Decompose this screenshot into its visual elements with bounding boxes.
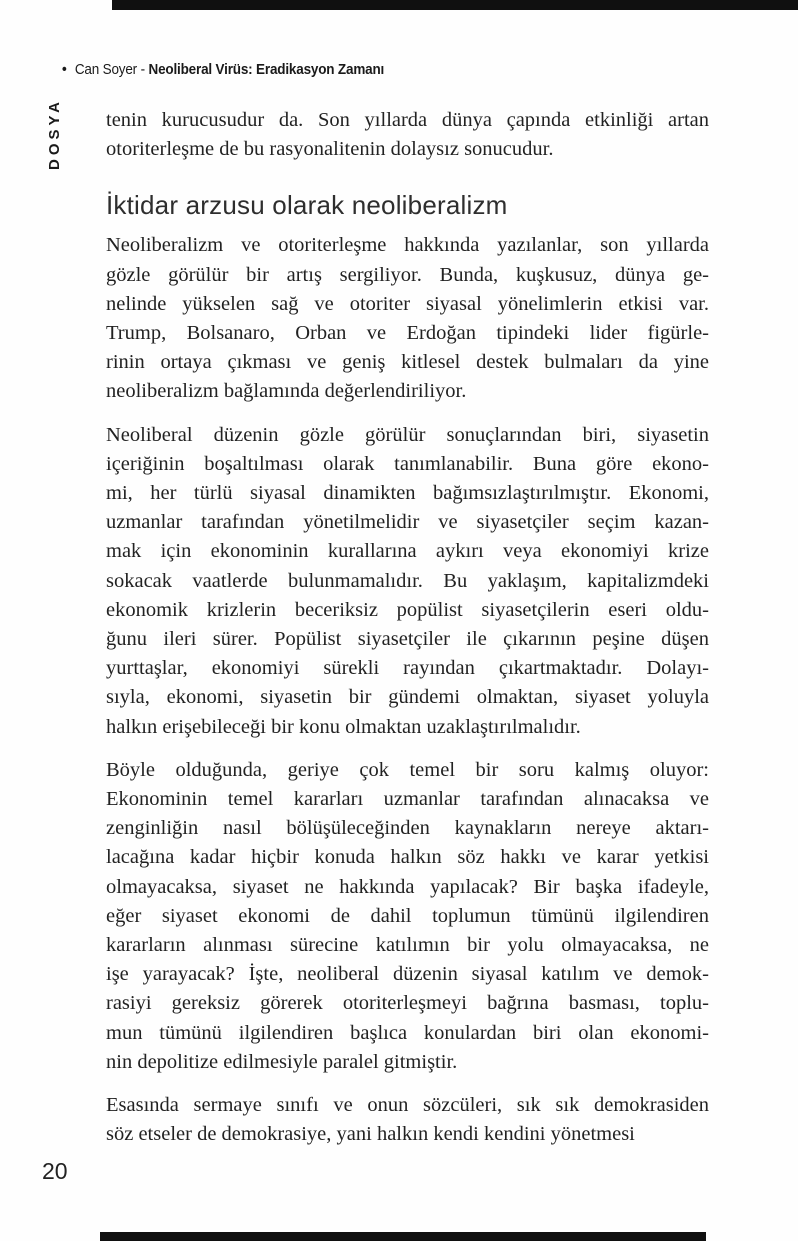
text-line: mak için ekonominin kurallarına aykırı veya ekonomiyi krize (106, 540, 709, 563)
text-line: sıyla, ekonomi, siyasetin bir gündemi olmaktan, siyaset yoluyla (106, 686, 709, 709)
text-line: lacağına kadar hiçbir konuda halkın söz hakkı ve karar yetkisi (106, 846, 709, 869)
text-line: neoliberalizm bağlamında değerlendiriliyor. (106, 380, 467, 403)
paragraph (106, 231, 709, 406)
paragraph (106, 421, 709, 742)
text-line: Trump, Bolsanaro, Orban ve Erdoğan tipindeki lider figürle- (106, 322, 709, 345)
text-line: halkın erişebileceği bir konu olmaktan uzaklaştırılmalıdır. (106, 715, 581, 738)
paragraph (106, 756, 709, 1077)
text-line: Neoliberal düzenin gözle görülür sonuçlarından biri, siyasetin (106, 423, 709, 446)
paragraph (106, 1091, 709, 1149)
text-line: eğer siyaset ekonomi de dahil toplumun tümünü ilgilendiren (106, 904, 709, 927)
text-line: kararların alınması sürecine katılımın bir yolu olmayacaksa, ne (106, 934, 709, 957)
text-line: ğunu ileri sürer. Popülist siyasetçiler ile çıkarının peşine düşen (106, 628, 709, 651)
text-line: Neoliberalizm ve otoriterleşme hakkında yazılanlar, son yıllarda (106, 234, 709, 257)
intro-paragraph (106, 106, 709, 164)
text-line: uzmanlar tarafından yönetilmelidir ve siyasetçiler seçim kazan- (106, 511, 709, 534)
text-line: zenginliğin nasıl bölüşüleceğinden kaynakların nereye aktarı- (106, 817, 709, 840)
text-line: yurttaşlar, ekonomiyi sürekli rayından çıkartmaktadır. Dolayı- (106, 657, 709, 680)
text-line: rinin ortaya çıkması ve geniş kitlesel destek bulmaları da yine (106, 351, 709, 374)
text-line: gözle görülür bir artış sergiliyor. Bunda, kuşkusuz, dünya ge- (106, 263, 709, 286)
running-header (62, 60, 762, 79)
bullet-icon: • (62, 61, 67, 78)
text-line: Ekonominin temel kararları uzmanlar tarafından alınacaksa ve (106, 788, 709, 811)
text-line: Esasında sermaye sınıfı ve onun sözcüleri, sık sık demokrasiden (106, 1094, 709, 1117)
text-line: mi, her türlü siyasal dinamikten bağımsızlaştırılmıştır. Ekonomi, (106, 482, 709, 505)
paragraphs-container (106, 231, 709, 1149)
text-line: Böyle olduğunda, geriye çok temel bir soru kalmış oluyor: (106, 758, 709, 781)
text-line: otoriterleşme de bu rasyonalitenin dolaysız sonucudur. (106, 138, 554, 161)
text-line: tenin kurucusudur da. Son yıllarda dünya çapında etkinliği artan (106, 109, 709, 131)
text-line: olmayacaksa, siyaset ne hakkında yapılacak? Bir başka ifadeyle, (106, 875, 709, 898)
text-line: mun tümünü ilgilendiren başlıca konulardan biri olan ekonomi- (106, 1021, 709, 1044)
text-line: söz etseler de demokrasiye, yani halkın kendi kendini yönetmesi (106, 1123, 635, 1146)
bottom-edge-bar (100, 1232, 706, 1241)
text-line: sokacak vaatlerde bulunmamalıdır. Bu yaklaşım, kapitalizmdeki (106, 569, 709, 592)
text-line: işe yarayacak? İşte, neoliberal düzenin siyasal katılım ve demok- (106, 963, 709, 986)
top-edge-bar (112, 0, 798, 10)
section-label-dosya: DOSYA (46, 98, 63, 170)
section-heading: İktidar arzusu olarak neoliberalizm (106, 190, 508, 221)
text-line: ekonomik krizlerin beceriksiz popülist siyasetçilerin eseri oldu- (106, 598, 709, 621)
page-number: 20 (42, 1158, 68, 1184)
header-author: Can Soyer - (74, 61, 145, 78)
article-body (106, 106, 709, 1164)
text-line: nin depolitize edilmesiyle paralel gitmiştir. (106, 1050, 458, 1073)
text-line: nelinde yükselen sağ ve otoriter siyasal yönelimlerin etkisi var. (106, 292, 709, 315)
header-book-title: Neoliberal Virüs: Eradikasyon Zamanı (148, 61, 385, 78)
text-line: rasiyi gereksiz görerek otoriterleşmeyi bağrına basması, toplu- (106, 992, 709, 1015)
text-line: içeriğinin boşaltılması olarak tanımlanabilir. Buna göre ekono- (106, 452, 709, 475)
